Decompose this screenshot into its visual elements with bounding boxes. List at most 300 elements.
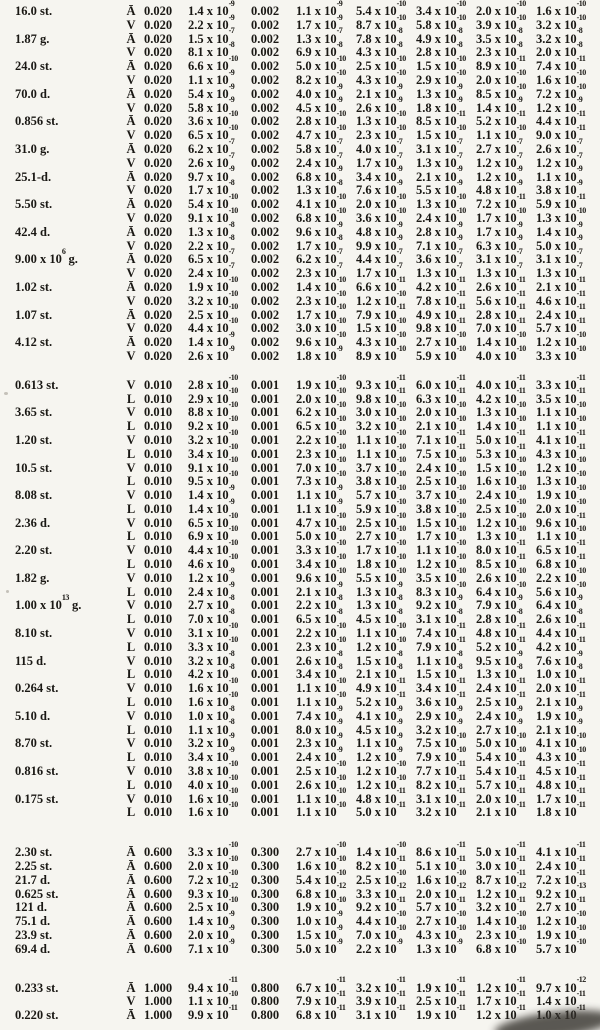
exponent: -10: [336, 288, 346, 298]
time-column-value-4: 2.4 x $10^{-11}$: [476, 676, 526, 696]
fraction-value-2: 0.002: [251, 293, 280, 308]
row-label: 69.4 d.: [15, 941, 51, 956]
exponent: -11: [336, 1003, 346, 1013]
exponent: -11: [576, 772, 586, 782]
exponent: -9: [228, 936, 235, 946]
table-row: [0, 0, 600, 19]
time-column-value-5: 4.6 x $10^{-11}$: [536, 288, 586, 308]
exponent: -8: [396, 593, 403, 603]
exponent: -11: [576, 123, 586, 133]
table-section: [0, 840, 600, 956]
exponent: -11: [576, 192, 586, 201]
exponent: -10: [456, 538, 466, 548]
coefficient-value: 2.5 x $10^{-10}$: [188, 895, 238, 915]
coefficient-value: 1.4 x $10^{-9}$: [188, 329, 235, 350]
series-symbol: Ā: [126, 900, 136, 915]
exponent: -10: [516, 400, 526, 410]
exponent: -11: [576, 853, 586, 863]
time-column-value-4: 1.3 x $10^{-10}$: [476, 400, 526, 420]
row-label: 3.65 st.: [15, 405, 53, 420]
fraction-value-1: 0.020: [144, 169, 173, 184]
fraction-value-1: 0.020: [144, 307, 173, 322]
time-column-value-3: 4.9 x $10^{-11}$: [416, 302, 466, 322]
time-column-value-5: 5.7 x $10^{-10}$: [536, 936, 586, 956]
exponent: -11: [576, 316, 586, 326]
table-row: [0, 731, 600, 751]
time-column-value-2: 3.6 x $10^{-10}$: [356, 205, 406, 225]
fraction-value-1: 0.010: [144, 419, 173, 434]
exponent: -10: [456, 413, 466, 423]
time-column-value-1: 2.5 x $10^{-10}$: [296, 758, 346, 779]
time-column-value-5: 5.7 x $10^{-11}$: [536, 316, 586, 336]
exponent: -12: [516, 881, 526, 891]
series-symbol: V: [126, 183, 136, 198]
coefficient-value: 1.2 x $10^{-9}$: [188, 565, 235, 585]
exponent: -11: [396, 386, 406, 396]
exponent: -10: [396, 12, 406, 22]
exponent: -8: [228, 593, 235, 603]
time-column-value-5: 4.1 x $10^{-10}$: [536, 731, 586, 751]
exponent: -10: [576, 400, 586, 410]
row-label: 0.816 st.: [15, 764, 59, 779]
coefficient-value: 9.2 x $10^{-10}$: [188, 413, 238, 434]
time-column-value-1: 2.3 x $10^{-7}$: [296, 260, 343, 281]
time-column-value-3: 2.1 x $10^{-9}$: [416, 164, 463, 184]
exponent: -7: [228, 26, 235, 36]
row-label: 0.625 st.: [15, 886, 59, 901]
exponent: -10: [516, 413, 526, 423]
time-column-value-2: 8.9 x $10^{-10}$: [356, 343, 406, 363]
exponent: -11: [576, 427, 586, 437]
time-column-value-2: 1.8 x $10^{-10}$: [356, 551, 406, 572]
exponent: -11: [456, 634, 466, 644]
fraction-value-1: 0.020: [144, 17, 173, 32]
time-column-value-4: 8.0 x $10^{-11}$: [476, 538, 526, 558]
time-column-value-5: 9.2 x $10^{-13}$: [536, 881, 586, 901]
exponent: -11: [576, 867, 586, 877]
exponent: -9: [456, 95, 463, 105]
exponent: -10: [516, 455, 526, 465]
exponent: -13: [576, 881, 586, 891]
fraction-value-2: 0.001: [251, 377, 280, 392]
time-column-value-3: 7.1 x $10^{-9}$: [416, 233, 463, 253]
exponent: -10: [456, 205, 466, 215]
time-column-value-4: 3.1 x $10^{-7}$: [476, 247, 523, 267]
time-column-value-1: 1.1 x $10^{-10}$: [296, 786, 346, 806]
time-column-value-4: 1.4 x $10^{-9}$: [476, 95, 523, 115]
time-column-value-2: 4.3 x $10^{-10}$: [356, 329, 406, 350]
fraction-value-1: 0.010: [144, 639, 173, 654]
exponent: -10: [336, 840, 346, 850]
row-label: 16.0 st.: [15, 4, 53, 18]
time-column-value-5: 4.2 x $10^{-11}$: [536, 634, 586, 654]
exponent: -11: [456, 895, 466, 905]
coefficient-value: 1.6 x $10^{-10}$: [188, 786, 238, 806]
time-column-value-1: 1.1 x $10^{-9}$: [296, 482, 343, 503]
time-column-value-4: 2.8 x $10^{-11}$: [476, 302, 526, 322]
exponent: -10: [576, 482, 586, 492]
row-label: 0.856 st.: [15, 114, 59, 129]
exponent: -7: [228, 260, 235, 270]
exponent: -10: [228, 853, 238, 863]
fraction-value-1: 0.600: [144, 872, 173, 887]
exponent: -11: [456, 853, 466, 863]
exponent: -11: [516, 288, 526, 298]
time-column-value-2: 4.1 x $10^{-9}$: [356, 703, 403, 723]
exponent: -10: [576, 496, 586, 506]
exponent: -10: [228, 274, 238, 284]
exponent: -11: [576, 372, 586, 382]
time-column-value-4: 1.2 x $10^{-7}$: [476, 150, 523, 170]
exponent: -7: [516, 247, 523, 257]
fraction-value-2: 0.002: [251, 17, 280, 32]
time-column-value-1: 2.3 x $10^{-9}$: [296, 731, 343, 751]
series-symbol: L: [126, 695, 136, 710]
exponent: -11: [456, 1003, 466, 1013]
time-column-value-1: 1.1 x $10^{-10}$: [296, 800, 346, 820]
exponent: -10: [456, 469, 466, 479]
time-column-value-1: 1.1 x $10^{-9}$: [296, 0, 343, 18]
time-column-value-3: 1.3 x $10^{-10}$: [416, 192, 466, 212]
coefficient-value: 8.8 x $10^{-10}$: [188, 400, 238, 420]
fraction-value-1: 1.000: [144, 980, 173, 995]
exponent: -10: [456, 12, 466, 22]
exponent: -11: [516, 786, 526, 796]
row-label: 0.264 st.: [15, 681, 59, 696]
time-column-value-2: 2.1 x $10^{-9}$: [356, 81, 403, 101]
series-symbol: V: [126, 377, 136, 392]
exponent: -11: [396, 786, 406, 796]
table-row: [0, 427, 600, 448]
exponent: -10: [516, 524, 526, 534]
exponent: -10: [576, 469, 586, 479]
exponent: -10: [396, 455, 406, 465]
time-column-value-3: 7.9 x $10^{-10}$: [416, 745, 466, 765]
series-symbol: Ā: [126, 914, 136, 929]
coefficient-value: 2.2 x $10^{-8}$: [188, 233, 235, 253]
series-symbol: V: [126, 791, 136, 806]
exponent: -11: [576, 551, 586, 561]
time-column-value-2: 2.0 x $10^{-10}$: [356, 192, 406, 212]
time-column-value-5: 2.4 x $10^{-11}$: [536, 302, 586, 322]
exponent: -10: [228, 758, 238, 768]
table-row: [0, 800, 600, 820]
exponent: -10: [396, 565, 406, 575]
exponent: -11: [516, 620, 526, 630]
exponent: -9: [396, 164, 403, 174]
exponent: -11: [516, 676, 526, 686]
coefficient-value: 1.4 x $10^{-9}$: [188, 496, 235, 516]
time-column-value-4: 7.2 x $10^{-11}$: [476, 192, 526, 212]
exponent: -10: [516, 579, 526, 589]
exponent: -10: [396, 469, 406, 479]
exponent: -10: [336, 441, 346, 451]
time-column-value-4: 1.3 x $10^{-8}$: [476, 662, 523, 682]
time-column-value-3: 8.3 x $10^{-10}$: [416, 579, 466, 599]
fraction-value-2: 0.002: [251, 45, 280, 60]
table-row: [0, 482, 600, 503]
series-symbol: L: [126, 557, 136, 572]
time-column-value-1: 6.7 x $10^{-11}$: [296, 975, 346, 995]
time-column-value-4: 1.6 x $10^{-10}$: [476, 469, 526, 489]
exponent: -10: [336, 524, 346, 534]
table-row: [0, 123, 600, 143]
exponent: -8: [336, 648, 343, 658]
fraction-value-2: 0.001: [251, 460, 280, 475]
exponent: -10: [336, 274, 346, 284]
fraction-value-2: 0.001: [251, 750, 280, 765]
exponent: -9: [336, 81, 343, 91]
time-column-value-2: 1.1 x $10^{-10}$: [356, 620, 406, 641]
exponent: -9: [516, 648, 523, 658]
time-column-value-4: 2.6 x $10^{-10}$: [476, 565, 526, 585]
exponent: -11: [336, 975, 346, 985]
time-column-value-4: 5.4 x $10^{-10}$: [476, 745, 526, 765]
exponent: -8: [336, 662, 343, 672]
time-column-value-1: 2.7 x $10^{-10}$: [296, 840, 346, 860]
coefficient-value: 8.1 x $10^{-8}$: [188, 40, 235, 60]
time-column-value-3: 1.3 x $10^{-9}$: [416, 81, 463, 101]
time-column-value-3: 5.5 x $10^{-9}$: [416, 178, 463, 198]
fraction-value-2: 0.001: [251, 391, 280, 406]
exponent: -11: [516, 54, 526, 64]
exponent: -9: [456, 178, 463, 188]
time-column-value-3: 6.0 x $10^{-11}$: [416, 372, 466, 392]
series-symbol: L: [126, 391, 136, 406]
exponent: -7: [456, 247, 463, 257]
exponent: -10: [576, 731, 586, 741]
time-column-value-2: 5.7 x $10^{-10}$: [356, 482, 406, 503]
time-column-value-3: 4.3 x $10^{-10}$: [416, 922, 466, 942]
time-column-value-1: 4.7 x $10^{-10}$: [296, 510, 346, 530]
fraction-value-1: 0.010: [144, 708, 173, 723]
exponent: -11: [516, 853, 526, 863]
table-row: [0, 413, 600, 434]
time-column-value-1: 2.6 x $10^{-10}$: [296, 772, 346, 792]
time-column-value-4: 1.4 x $10^{-10}$: [476, 413, 526, 434]
coefficient-value: 4.4 x $10^{-10}$: [188, 316, 238, 336]
time-column-value-3: 3.6 x $10^{-11}$: [416, 689, 466, 710]
fraction-value-2: 0.001: [251, 695, 280, 710]
fraction-value-2: 0.001: [251, 791, 280, 806]
row-label: 8.10 st.: [15, 626, 53, 641]
exponent: -10: [456, 922, 466, 932]
exponent: -10: [228, 840, 238, 850]
table-row: [0, 67, 600, 88]
exponent: -10: [336, 123, 346, 133]
exponent: -8: [456, 26, 463, 36]
exponent: -8: [396, 648, 403, 658]
exponent: -10: [456, 551, 466, 561]
exponent: -10: [516, 0, 526, 8]
fraction-value-1: 0.020: [144, 238, 173, 253]
exponent: -10: [396, 634, 406, 644]
time-column-value-3: 1.1 x $10^{-10}$: [416, 538, 466, 558]
time-column-value-5: 1.4 x $10^{-11}$: [536, 989, 586, 1009]
series-symbol: V: [126, 100, 136, 115]
fraction-value-2: 0.002: [251, 72, 280, 87]
time-column-value-4: 6.8 x $10^{-10}$: [476, 936, 526, 956]
exponent: -10: [396, 329, 406, 339]
exponent: -11: [456, 427, 466, 437]
time-column-value-4: 2.0 x $10^{-11}$: [476, 786, 526, 806]
time-column-value-2: 4.5 x $10^{-8}$: [356, 607, 403, 627]
time-column-value-1: 6.8 x 10-11: [296, 1003, 346, 1023]
fraction-value-1: 0.020: [144, 128, 173, 143]
exponent: -8: [396, 607, 403, 617]
exponent: -7: [456, 136, 463, 146]
exponent: -10: [576, 524, 586, 534]
fraction-value-1: 0.020: [144, 155, 173, 170]
exponent: -11: [396, 274, 406, 284]
time-column-value-4: 2.6 x $10^{-11}$: [476, 274, 526, 294]
fraction-value-2: 0.001: [251, 667, 280, 682]
scan-speck: [4, 392, 8, 395]
fraction-value-1: 0.600: [144, 914, 173, 929]
exponent: -11: [516, 895, 526, 905]
time-column-value-3: 1.3 x $10^{-7}$: [416, 260, 463, 281]
time-column-value-1: 5.0 x $10^{-10}$: [296, 524, 346, 544]
exponent: -9: [576, 703, 583, 713]
time-column-value-3: 1.9 x $10^{-11}$: [416, 975, 466, 995]
exponent: -10: [336, 800, 346, 810]
exponent: -10: [576, 909, 586, 919]
exponent: -9: [336, 482, 343, 492]
exponent: -12: [396, 881, 406, 891]
fraction-value-2: 0.001: [251, 474, 280, 489]
fraction-value-1: 0.010: [144, 377, 173, 392]
table-row: [0, 329, 600, 350]
time-column-value-1: 9.6 x $10^{-10}$: [296, 329, 346, 350]
exponent: -8: [576, 40, 583, 50]
exponent: -10: [228, 469, 238, 479]
time-column-value-4: 6.3 x $10^{-9}$: [476, 233, 523, 253]
time-column-value-1: 2.1 x $10^{-9}$: [296, 579, 343, 599]
series-symbol: L: [126, 667, 136, 682]
time-column-value-5: 5.6 x $10^{-10}$: [536, 579, 586, 599]
fraction-value-2: 0.300: [251, 872, 280, 887]
time-column-value-3: 5.7 x $10^{-11}$: [416, 895, 466, 915]
time-column-value-1: 1.1 x $10^{-10}$: [296, 676, 346, 696]
time-column-value-2: 5.9 x $10^{-10}$: [356, 496, 406, 516]
exponent: -10: [396, 867, 406, 877]
exponent: -10: [516, 205, 526, 215]
exponent: -9: [336, 731, 343, 741]
exponent: -10: [576, 205, 586, 215]
time-column-value-1: 6.8 x $10^{-10}$: [296, 205, 346, 225]
series-symbol: L: [126, 612, 136, 627]
coefficient-value: 9.5 x $10^{-10}$: [188, 469, 238, 489]
exponent: -10: [228, 192, 238, 201]
time-column-value-4: 3.5 x $10^{-8}$: [476, 26, 523, 46]
exponent: -9: [456, 81, 463, 91]
exponent: -9: [576, 219, 583, 229]
time-column-value-3: 5.9 x $10^{-10}$: [416, 343, 466, 363]
coefficient-value: 4.4 x $10^{-10}$: [188, 538, 238, 558]
time-column-value-5: 1.3 x $10^{-10}$: [536, 205, 586, 225]
time-column-value-3: 2.5 x $10^{-10}$: [416, 469, 466, 489]
exponent: -7: [228, 247, 235, 257]
fraction-value-2: 0.001: [251, 488, 280, 503]
exponent: -10: [456, 745, 466, 755]
fraction-value-2: 0.002: [251, 59, 280, 74]
exponent: -9: [336, 219, 343, 229]
exponent: -9: [576, 233, 583, 243]
exponent: -10: [456, 482, 466, 492]
series-symbol: Ā: [126, 197, 136, 212]
exponent: -8: [576, 607, 583, 617]
table-row: [0, 758, 600, 779]
time-column-value-5: 1.1 x $10^{-10}$: [536, 524, 586, 544]
exponent: -8: [336, 40, 343, 50]
exponent: -11: [576, 302, 586, 312]
time-column-value-2: 2.6 x $10^{-9}$: [356, 95, 403, 115]
series-symbol: L: [126, 777, 136, 792]
table-row: [0, 496, 600, 517]
coefficient-value: 3.2 x $10^{-8}$: [188, 648, 235, 668]
time-column-value-3: 1.6 x $10^{-10}$: [416, 867, 466, 887]
exponent: -10: [576, 343, 586, 353]
fraction-value-1: 0.020: [144, 210, 173, 225]
coefficient-value: 5.4 x $10^{-10}$: [188, 192, 238, 212]
exponent: -10: [228, 455, 238, 465]
exponent: -10: [516, 565, 526, 575]
exponent: -7: [516, 136, 523, 146]
exponent: -9: [396, 233, 403, 243]
exponent: -9: [516, 219, 523, 229]
exponent: -11: [576, 538, 586, 548]
time-column-value-4: 1.2 x 10-11: [476, 1003, 526, 1023]
coefficient-value: 9.7 x $10^{-9}$: [188, 164, 235, 184]
table-row: [0, 634, 600, 655]
time-column-value-3: 7.9 x $10^{-11}$: [416, 634, 466, 654]
fraction-value-1: 0.020: [144, 321, 173, 336]
exponent: -10: [516, 731, 526, 741]
time-column-value-1: 6.8 x $10^{-9}$: [296, 164, 343, 184]
time-column-value-4: 7.0 x $10^{-11}$: [476, 316, 526, 336]
exponent: -9: [228, 0, 235, 8]
exponent: -10: [396, 109, 406, 119]
coefficient-value: 2.0 x $10^{-10}$: [188, 853, 238, 874]
exponent: -10: [576, 922, 586, 932]
series-symbol: Ā: [126, 31, 136, 46]
exponent: -10: [396, 758, 406, 768]
time-column-value-4: 5.3 x $10^{-11}$: [476, 441, 526, 461]
time-column-value-5: 1.2 x $10^{-10}$: [536, 329, 586, 350]
exponent: -9: [456, 593, 463, 603]
exponent: -8: [228, 662, 235, 672]
table-row: [0, 607, 600, 627]
time-column-value-4: 5.0 x $10^{-11}$: [476, 427, 526, 447]
exponent: -9: [396, 703, 403, 713]
exponent: -11: [576, 1003, 586, 1013]
exponent: -10: [336, 565, 346, 575]
time-column-value-5: 7.6 x $10^{-9}$: [536, 648, 583, 668]
exponent: -12: [456, 881, 466, 891]
coefficient-value: 2.0 x $10^{-9}$: [188, 922, 235, 942]
coefficient-value: 9.4 x $10^{-11}$: [188, 975, 238, 995]
exponent: -9: [228, 496, 235, 506]
time-column-value-1: 9.6 x $10^{-9}$: [296, 219, 343, 239]
exponent: -10: [456, 192, 466, 201]
fraction-value-2: 0.002: [251, 141, 280, 156]
fraction-value-2: 0.002: [251, 31, 280, 46]
exponent: -10: [336, 620, 346, 630]
row-label: 2.25 st.: [15, 859, 53, 874]
time-column-value-5: 9.6 x $10^{-11}$: [536, 510, 586, 530]
time-column-value-1: 1.3 x $10^{-7}$: [296, 26, 343, 46]
exponent: -9: [228, 579, 235, 589]
